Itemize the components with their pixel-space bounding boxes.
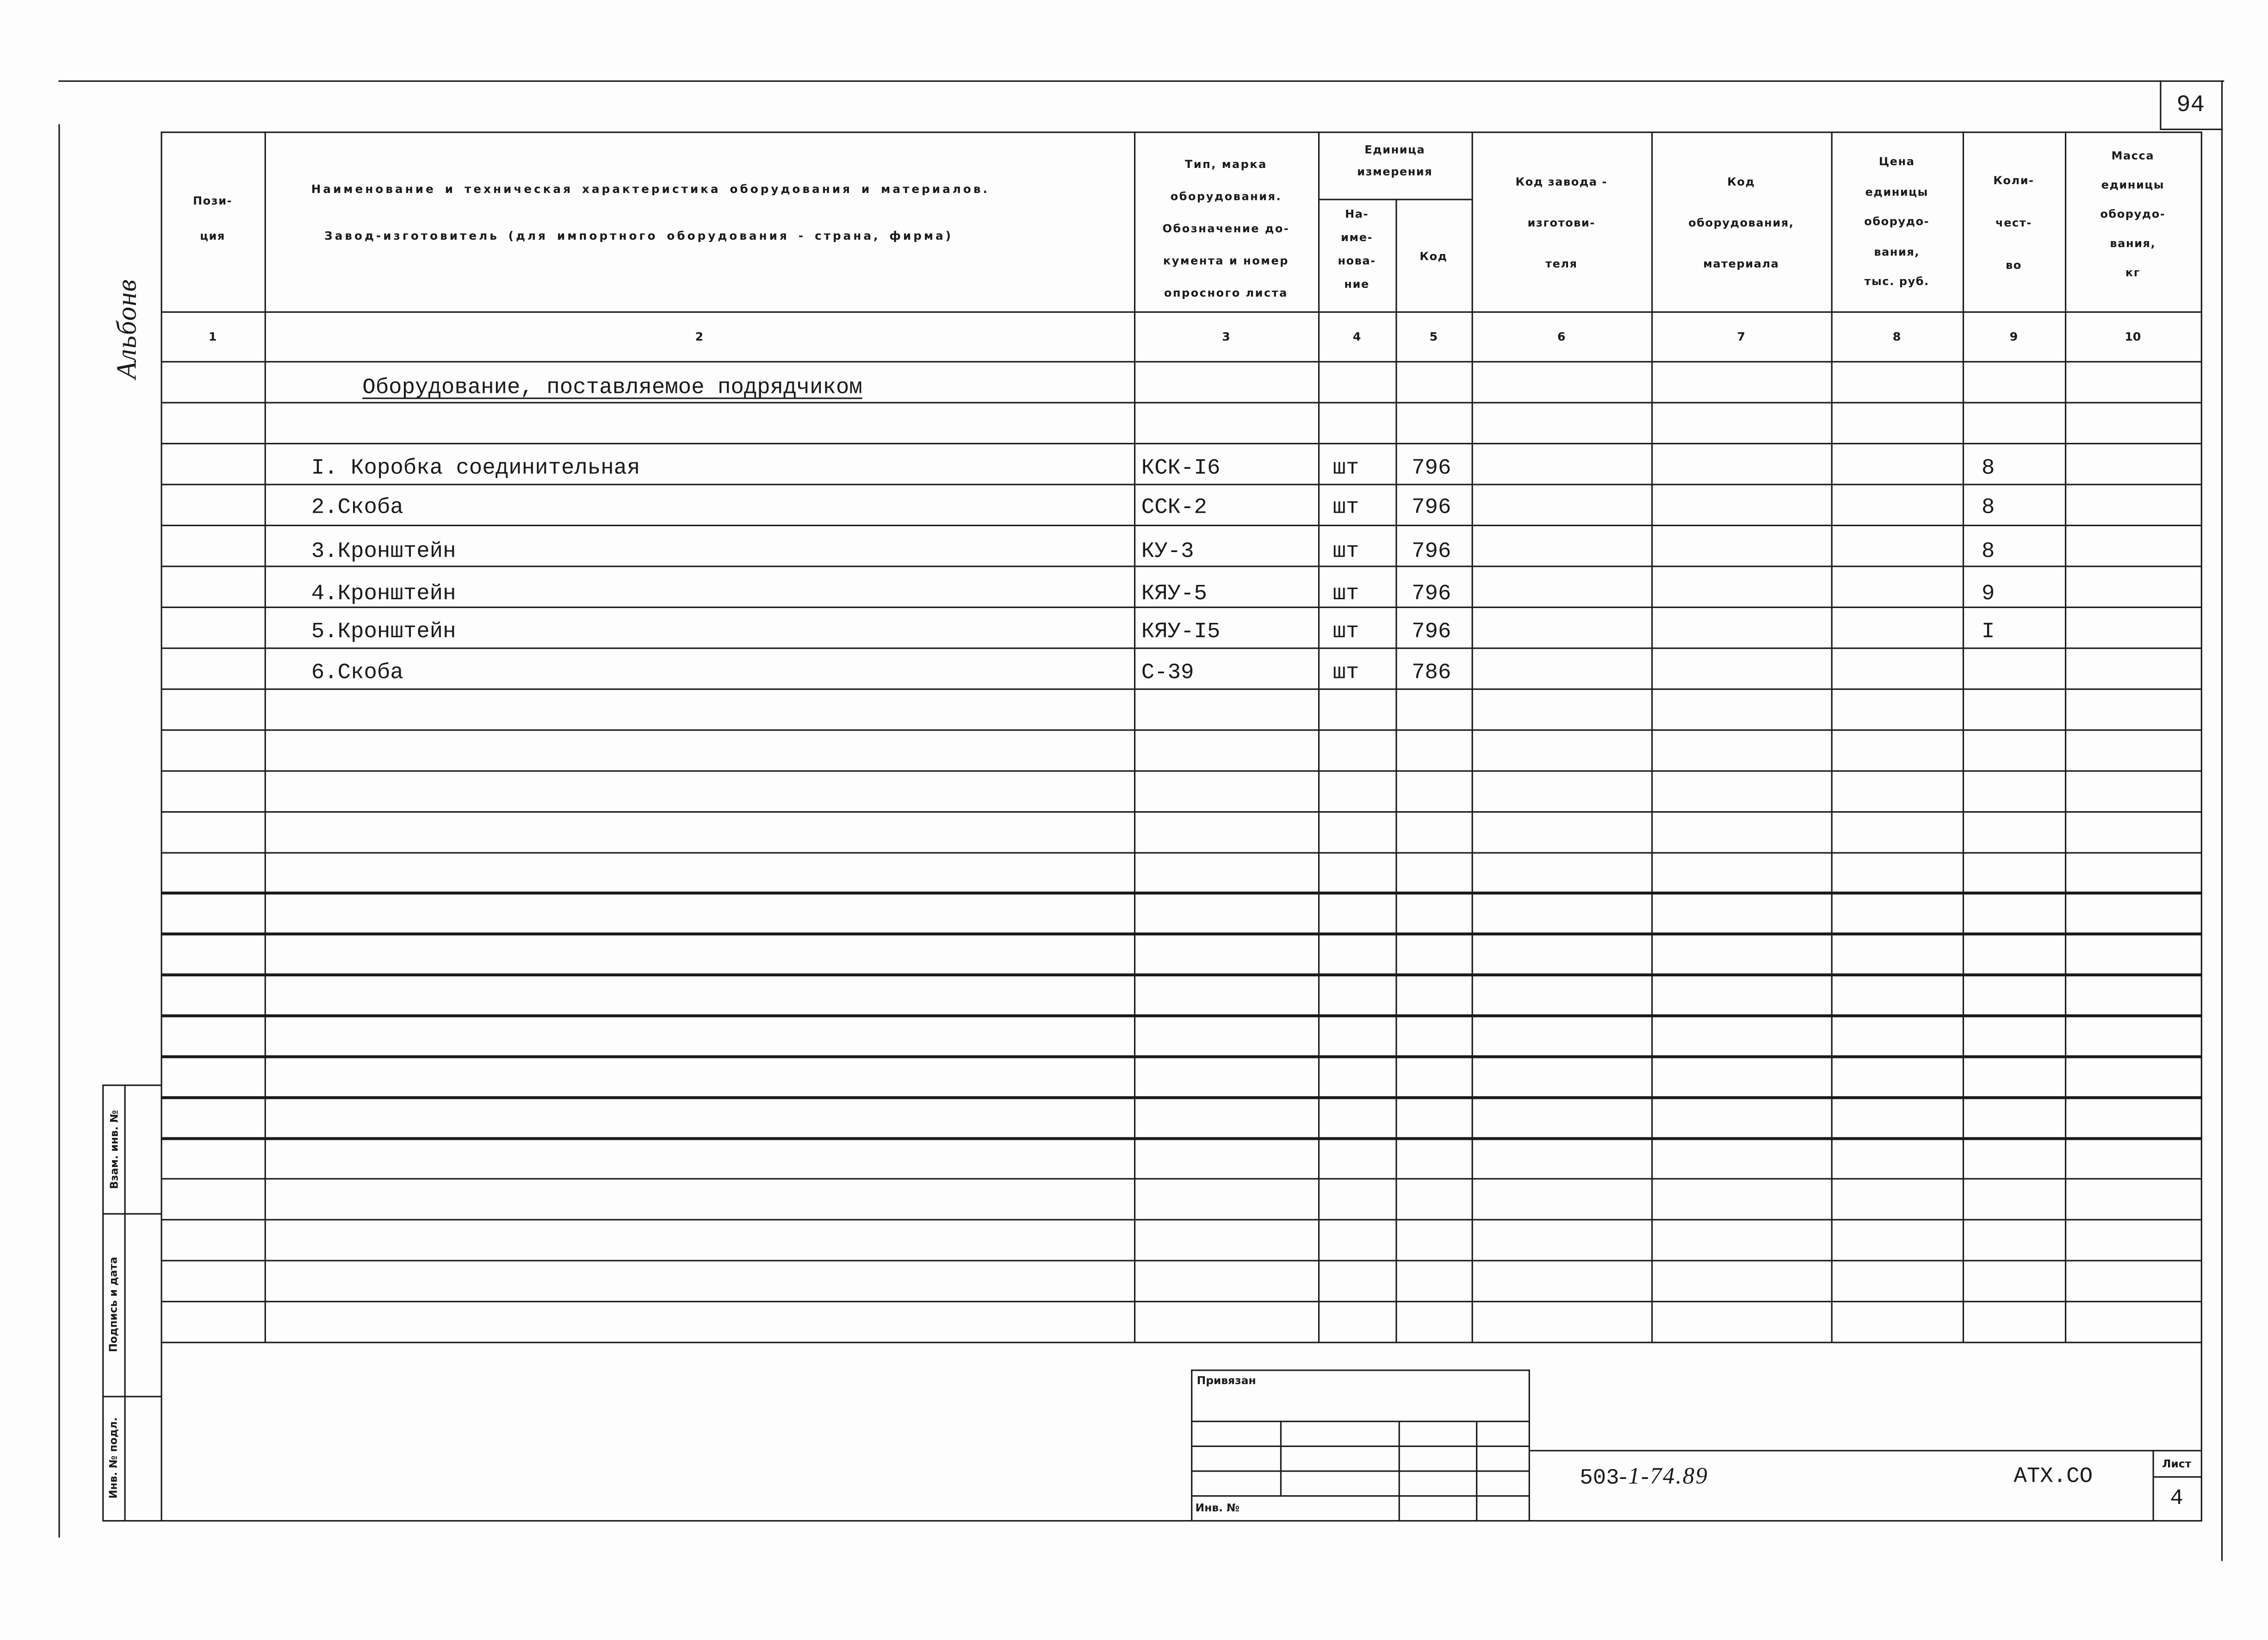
item-unit: шт bbox=[1332, 539, 1359, 565]
table-row bbox=[0, 661, 2268, 687]
designation-handwritten: -1-74.89 bbox=[1619, 1464, 1709, 1490]
item-type: ССК-2 bbox=[1141, 495, 1207, 521]
table-row-rule bbox=[161, 974, 2202, 976]
column-number: 2 bbox=[695, 329, 704, 343]
item-unit-code: 796 bbox=[1412, 456, 1451, 481]
table-row-rule bbox=[161, 933, 2202, 935]
table-row-rule bbox=[161, 1178, 2202, 1180]
item-quantity: 8 bbox=[1981, 495, 1995, 521]
linkage-stamp-rule bbox=[1191, 1421, 1530, 1423]
header-unit-price: Цена единицы оборудо- вания, тыс. руб. bbox=[1864, 155, 1930, 289]
item-type: КСК-I6 bbox=[1141, 456, 1221, 481]
linkage-stamp-border bbox=[1191, 1370, 1193, 1520]
column-number: 10 bbox=[2125, 329, 2141, 343]
header-name: Наименование и техническая характеристика оборудования и материалов. bbox=[311, 182, 990, 196]
inventory-number-label: Инв. № bbox=[1195, 1501, 1240, 1515]
table-row-rule bbox=[161, 1097, 2202, 1099]
header-unit-name: На- име- нова- ние bbox=[1338, 207, 1376, 291]
header-position: Пози- ция bbox=[192, 193, 233, 242]
item-name: 4.Кронштейн bbox=[311, 582, 456, 607]
item-unit: шт bbox=[1332, 456, 1359, 481]
linkage-stamp-border bbox=[1529, 1370, 1531, 1520]
table-row-rule bbox=[161, 851, 2202, 853]
item-name: 3.Кронштейн bbox=[311, 539, 456, 565]
table-row-rule bbox=[161, 770, 2202, 771]
header-equipment-code: Код оборудования, материала bbox=[1688, 174, 1794, 270]
replaced-inventory-label: Взам. инв. № bbox=[106, 1109, 120, 1188]
item-name: 5.Кронштейн bbox=[311, 620, 456, 645]
sheet-label: Лист bbox=[2162, 1456, 2192, 1470]
header-quantity: Коли- чест- во bbox=[1993, 174, 2034, 272]
column-number: 3 bbox=[1222, 329, 1230, 343]
header-plant-code: Код завода - изготови- теля bbox=[1515, 174, 1608, 270]
signature-date-label: Подпись и дата bbox=[106, 1256, 120, 1353]
album-label: Альбонв bbox=[112, 279, 143, 379]
table-row-rule bbox=[161, 892, 2202, 894]
column-number: 9 bbox=[2009, 329, 2018, 343]
document-code: АТХ.СО bbox=[2014, 1464, 2093, 1490]
table-body-bottom-rule bbox=[161, 1342, 2202, 1344]
column-number: 8 bbox=[1892, 329, 1901, 343]
table-row-rule bbox=[161, 729, 2202, 731]
page-top-rule bbox=[58, 81, 2224, 82]
header-type-mark: Тип, марка оборудования. Обозначение до- кумента и номер опросного листа bbox=[1162, 158, 1290, 300]
table-row-rule bbox=[161, 1260, 2202, 1262]
table-row bbox=[0, 582, 2268, 608]
column-number: 1 bbox=[208, 329, 217, 343]
header-unit-mass: Масса единицы оборудо- вания, кг bbox=[2100, 149, 2166, 280]
column-number: 6 bbox=[1557, 329, 1566, 343]
table-row-rule bbox=[161, 811, 2202, 813]
table-row bbox=[0, 496, 2268, 522]
item-type: КУ-3 bbox=[1141, 539, 1194, 565]
table-right-border bbox=[2201, 131, 2203, 1522]
item-type: КЯУ-I5 bbox=[1141, 620, 1221, 645]
title-block-rule bbox=[1529, 1450, 2202, 1452]
linked-label: Привязан bbox=[1196, 1373, 1256, 1387]
column-number: 7 bbox=[1737, 329, 1746, 343]
header-manufacturer: Завод-изготовитель (для импортного оборудования - страна, фирма) bbox=[324, 229, 954, 243]
item-name: 6.Скоба bbox=[311, 660, 403, 686]
linkage-stamp-rule bbox=[1191, 1495, 1530, 1497]
page-number-box-bottom bbox=[2160, 129, 2223, 130]
original-inventory-label: Инв. № подл. bbox=[106, 1417, 120, 1499]
page-right-edge bbox=[2221, 81, 2223, 1561]
column-number-row-rule bbox=[161, 361, 2202, 363]
linkage-stamp-rule bbox=[1191, 1470, 1530, 1472]
item-unit: шт bbox=[1332, 495, 1359, 521]
column-number: 4 bbox=[1352, 329, 1361, 343]
table-row-rule bbox=[161, 443, 2202, 445]
table-row bbox=[0, 456, 2268, 482]
item-name: 2.Скоба bbox=[311, 495, 403, 521]
column-divider bbox=[1395, 199, 1397, 1342]
item-unit: шт bbox=[1332, 582, 1359, 607]
item-quantity: I bbox=[1981, 620, 1995, 645]
page-left-edge bbox=[58, 124, 60, 1537]
item-name: I. Коробка соединительная bbox=[311, 456, 640, 481]
table-row-rule bbox=[161, 688, 2202, 690]
linkage-stamp-border bbox=[1191, 1370, 1530, 1372]
designation-typed: 503 bbox=[1580, 1466, 1619, 1491]
item-type: КЯУ-5 bbox=[1141, 582, 1207, 607]
table-row-rule bbox=[161, 1015, 2202, 1017]
item-type: С-39 bbox=[1141, 660, 1194, 686]
table-row-rule bbox=[161, 1056, 2202, 1057]
table-top-border bbox=[161, 131, 2202, 133]
table-row-rule bbox=[161, 1219, 2202, 1221]
item-unit-code: 796 bbox=[1412, 620, 1451, 645]
item-quantity: 8 bbox=[1981, 456, 1995, 481]
item-unit-code: 796 bbox=[1412, 582, 1451, 607]
linkage-stamp-rule bbox=[1191, 1446, 1530, 1447]
page-number: 94 bbox=[2176, 91, 2205, 118]
table-row-rule bbox=[161, 647, 2202, 649]
item-quantity: 9 bbox=[1981, 582, 1995, 607]
item-unit: шт bbox=[1332, 620, 1359, 645]
column-number: 5 bbox=[1429, 329, 1438, 343]
table-row-rule bbox=[161, 1301, 2202, 1303]
linkage-stamp-rule bbox=[1399, 1421, 1400, 1520]
sheet-number: 4 bbox=[2170, 1485, 2183, 1511]
header-unit-code: Код bbox=[1419, 249, 1448, 262]
header-unit-group: Единица измерения bbox=[1357, 143, 1433, 179]
linkage-stamp-rule bbox=[1476, 1421, 1478, 1520]
linkage-stamp-rule bbox=[1280, 1421, 1282, 1495]
table-row-rule bbox=[161, 402, 2202, 404]
item-unit-code: 796 bbox=[1412, 495, 1451, 521]
item-quantity: 8 bbox=[1981, 539, 1995, 565]
item-unit-code: 796 bbox=[1412, 539, 1451, 565]
table-row-rule bbox=[161, 1137, 2202, 1139]
table-row-rule bbox=[161, 484, 2202, 485]
sheet-bottom-border bbox=[102, 1520, 2202, 1522]
table-row bbox=[0, 620, 2268, 646]
section-title: Оборудование, поставляемое подрядчиком bbox=[362, 375, 862, 401]
item-unit: шт bbox=[1332, 660, 1359, 686]
table-row-rule bbox=[161, 524, 2202, 526]
item-unit-code: 786 bbox=[1412, 660, 1451, 686]
table-row bbox=[0, 539, 2268, 565]
drawing-designation bbox=[1580, 1465, 1708, 1492]
